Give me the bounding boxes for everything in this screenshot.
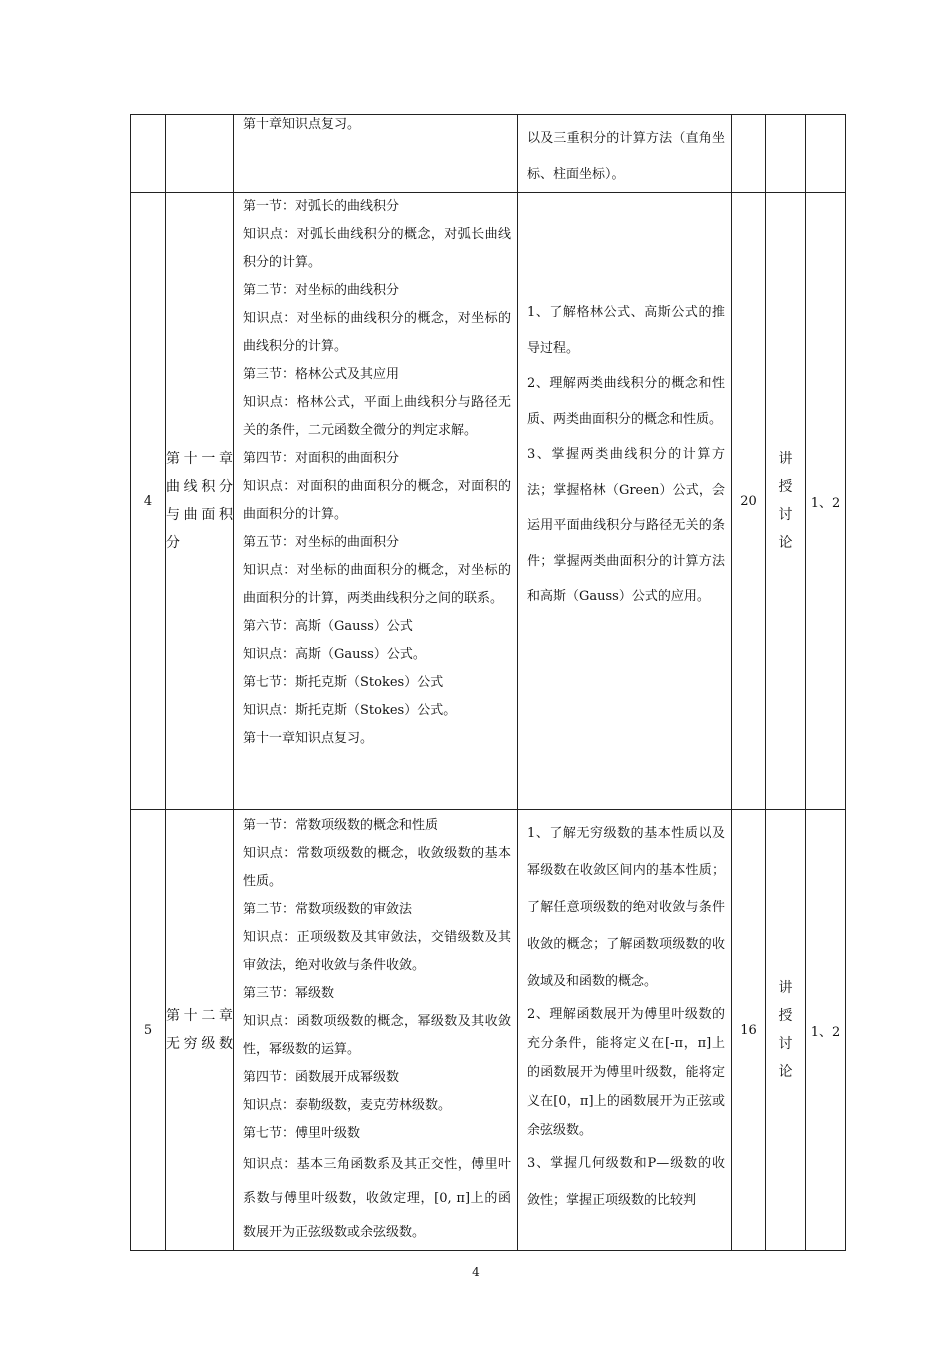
content-line: 知识点：斯托克斯（Stokes）公式。 xyxy=(243,703,457,718)
method-char: 讨 xyxy=(778,1036,793,1052)
ref-cell xyxy=(806,115,846,193)
goal-item: 以及三重积分的计算方法（直角坐标、柱面坐标）。 xyxy=(527,131,725,182)
ref-cell: 1、2 xyxy=(806,193,846,810)
content-cell xyxy=(234,810,518,1251)
goals-cell xyxy=(518,810,732,1251)
content-line: 第四节：对面积的曲面积分 xyxy=(243,451,400,466)
hours-cell xyxy=(732,115,766,193)
content-line: 第五节：对坐标的曲面积分 xyxy=(243,535,400,550)
method-char: 讨 xyxy=(778,507,793,523)
goals-cell xyxy=(518,115,732,193)
seq-cell: 4 xyxy=(131,193,166,810)
content-line: 知识点：泰勒级数，麦克劳林级数。 xyxy=(243,1098,452,1113)
table-row xyxy=(131,115,846,193)
content-line: 知识点：基本三角函数系及其正交性，傅里叶系数与傅里叶级数，收敛定理，[0, π]上的函数展开为正弦级数或余弦级数。 xyxy=(243,1157,511,1240)
goals-cell xyxy=(518,193,732,810)
method-char: 论 xyxy=(778,535,793,551)
chapter-cell: 第十二章 无穷级数 xyxy=(166,810,234,1251)
content-line: 第六节：高斯（Gauss）公式 xyxy=(243,619,413,634)
content-line: 第十一章知识点复习。 xyxy=(243,731,374,746)
table-row xyxy=(131,810,846,1251)
method-cell xyxy=(766,193,806,810)
seq-cell xyxy=(131,115,166,193)
page-number: 4 xyxy=(472,1265,480,1279)
goal-item: 3、掌握两类曲线积分的计算方法；掌握格林（Green）公式，会运用平面曲线积分与路径无关的条件；掌握两类曲面积分的计算方法和高斯（Gauss）公式的应用。 xyxy=(527,447,725,604)
content-line: 第七节：傅里叶级数 xyxy=(243,1126,361,1141)
content-line: 知识点：高斯（Gauss）公式。 xyxy=(243,647,426,662)
content-line: 第一节：对弧长的曲线积分 xyxy=(243,199,400,214)
content-line: 第二节：常数项级数的审敛法 xyxy=(243,902,413,917)
content-line: 第三节：格林公式及其应用 xyxy=(243,367,400,382)
content-line: 第三节：幂级数 xyxy=(243,986,335,1001)
ref-cell: 1、2 xyxy=(806,810,846,1251)
content-line: 第七节：斯托克斯（Stokes）公式 xyxy=(243,675,444,690)
content-line: 知识点：对弧长曲线积分的概念，对弧长曲线积分的计算。 xyxy=(243,227,511,270)
method-char: 论 xyxy=(778,1064,793,1080)
method-char: 讲 xyxy=(778,451,793,467)
content-line: 知识点：正项级数及其审敛法，交错级数及其审敛法，绝对收敛与条件收敛。 xyxy=(243,930,511,973)
goal-item: 2、理解两类曲线积分的概念和性质、两类曲面积分的概念和性质。 xyxy=(527,376,725,427)
goal-item: 1、了解格林公式、高斯公式的推导过程。 xyxy=(527,305,725,356)
chapter-cell xyxy=(166,115,234,193)
method-cell xyxy=(766,810,806,1251)
content-line: 知识点：常数项级数的概念，收敛级数的基本性质。 xyxy=(243,846,511,889)
content-line: 第二节：对坐标的曲线积分 xyxy=(243,283,400,298)
content-line: 第一节：常数项级数的概念和性质 xyxy=(243,818,439,833)
goal-item: 1、了解无穷级数的基本性质以及幂级数在收敛区间内的基本性质；了解任意项级数的绝对收敛与条件收敛的概念；了解函数项级数的收敛域及和函数的概念。 xyxy=(527,826,725,989)
method-char: 讲 xyxy=(778,980,793,996)
content-cell xyxy=(234,115,518,193)
content-line: 知识点：对坐标的曲面积分的概念，对坐标的曲面积分的计算，两类曲线积分之间的联系。 xyxy=(243,563,511,606)
method-char: 授 xyxy=(778,479,793,495)
content-line: 知识点：函数项级数的概念，幂级数及其收敛性，幂级数的运算。 xyxy=(243,1014,511,1057)
goal-item: 2、理解函数展开为傅里叶级数的充分条件，能将定义在[-π，π]上的函数展开为傅里叶级数，能将定义在[0，π]上的函数展开为正弦或余弦级数。 xyxy=(527,1007,725,1138)
hours-cell: 16 xyxy=(732,810,766,1251)
content-line: 第四节：函数展开成幂级数 xyxy=(243,1070,400,1085)
goal-item: 3、掌握几何级数和P—级数的收敛性；掌握正项级数的比较判 xyxy=(527,1156,725,1208)
syllabus-table xyxy=(130,114,846,1251)
method-cell xyxy=(766,115,806,193)
content-line: 第十章知识点复习。 xyxy=(243,117,361,132)
content-cell xyxy=(234,193,518,810)
seq-cell: 5 xyxy=(131,810,166,1251)
content-line: 知识点：对坐标的曲线积分的概念，对坐标的曲线积分的计算。 xyxy=(243,311,511,354)
content-line: 知识点：对面积的曲面积分的概念，对面积的曲面积分的计算。 xyxy=(243,479,511,522)
table-row xyxy=(131,193,846,810)
hours-cell: 20 xyxy=(732,193,766,810)
chapter-cell: 第十一章 曲线积分与曲面积分 xyxy=(166,193,234,810)
content-line: 知识点：格林公式，平面上曲线积分与路径无关的条件，二元函数全微分的判定求解。 xyxy=(243,395,511,438)
method-char: 授 xyxy=(778,1008,793,1024)
